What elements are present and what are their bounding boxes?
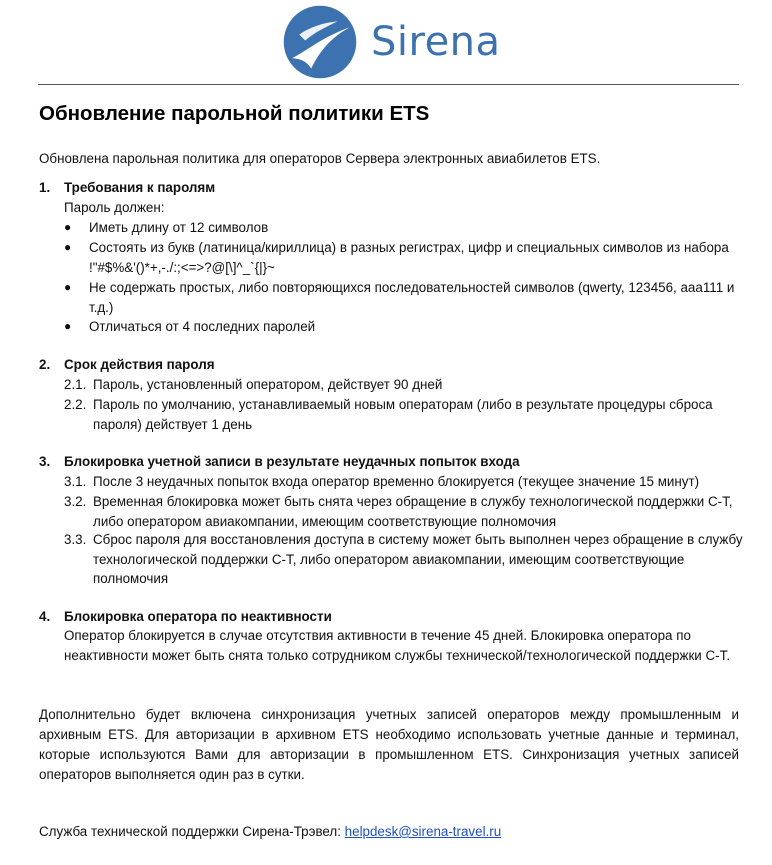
section-number: 2. <box>39 357 51 372</box>
section-4-heading <box>39 609 332 624</box>
item-number: 3.2. <box>64 494 87 509</box>
sirena-logo <box>283 4 501 80</box>
sirena-logo-icon <box>283 5 357 79</box>
section-4-body-line-2: неактивности может быть снята только сотрудником службы технической/технологической поддержки С-Т. <box>64 648 731 663</box>
section-number: 4. <box>39 609 51 624</box>
item-number: 3.3. <box>64 532 87 547</box>
additional-paragraph: Дополнительно будет включена синхронизация учетных записей операторов между промышленным и архивным ETS. Для авторизации в архивном ETS необходимо использовать учетные данные и терминал, которые используются Вами для авторизации в промышленном ETS. Синхронизация учетных записей операторов выполняется один раз в сутки. <box>39 707 739 782</box>
section-2-heading <box>39 357 215 372</box>
bullet-icon: ● <box>64 220 72 234</box>
list-item-text: Не содержать простых, либо повторяющихся последовательностей символов (qwerty, 123456, ааа111 и т.д.) <box>89 280 735 315</box>
bullet-icon: ● <box>64 240 72 254</box>
item-text: После 3 неудачных попыток входа оператор временно блокируется (текущее значение 15 минут) <box>93 474 700 489</box>
support-email-link[interactable]: helpdesk@sirena-travel.ru <box>344 824 502 839</box>
header-divider <box>38 84 739 85</box>
section-title: Блокировка оператора по неактивности <box>64 609 332 624</box>
list-item-text: Отличаться от 4 последних паролей <box>89 319 316 334</box>
section-1-lead: Пароль должен: <box>64 200 165 215</box>
logo-text: Sirena <box>371 19 501 65</box>
list-item-text: Состоять из букв (латиница/кириллица) в разных регистрах, цифр и специальных символов из набора !"#$%&'()*+,-./:;<=>?@[\]^_`{|}~ <box>89 240 729 275</box>
section-title: Блокировка учетной записи в результате неудачных попыток входа <box>64 454 520 469</box>
section-number: 3. <box>39 454 51 469</box>
list-item-text: Иметь длину от 12 символов <box>89 220 269 235</box>
item-text: Пароль, установленный оператором, действует 90 дней <box>93 377 443 392</box>
document-title: Обновление парольной политики ETS <box>39 102 430 125</box>
item-text: Сброс пароля для восстановления доступа в систему может быть выполнен через обращение в службу технологической поддержки С-Т, либо оператором авиакомпании, имеющим соответствующие полномочия <box>93 532 743 586</box>
bullet-icon: ● <box>64 319 72 333</box>
bullet-icon: ● <box>64 280 72 294</box>
section-3-heading <box>39 454 520 469</box>
section-title: Требования к паролям <box>64 180 216 195</box>
section-1-heading <box>39 180 215 195</box>
item-number: 3.1. <box>64 474 87 489</box>
support-label: Служба технической поддержки Сирена-Трэвел: <box>39 824 345 839</box>
section-number: 1. <box>39 180 51 195</box>
item-number: 2.2. <box>64 397 87 412</box>
intro-paragraph: Обновлена парольная политика для операторов Сервера электронных авиабилетов ETS. <box>39 151 601 166</box>
item-number: 2.1. <box>64 377 87 392</box>
support-line <box>39 822 501 842</box>
section-4-body-line-1: Оператор блокируется в случае отсутствия активности в течение 45 дней. Блокировка оператора по <box>64 628 691 643</box>
item-text: Пароль по умолчанию, устанавливаемый новым операторам (либо в результате процедуры сброса пароля) действует 1 день <box>93 397 713 432</box>
item-text: Временная блокировка может быть снята через обращение в службу технологической поддержки С-Т, либо оператором авиакомпании, имеющим соответствующие полномочия <box>93 494 733 529</box>
section-title: Срок действия пароля <box>64 357 215 372</box>
